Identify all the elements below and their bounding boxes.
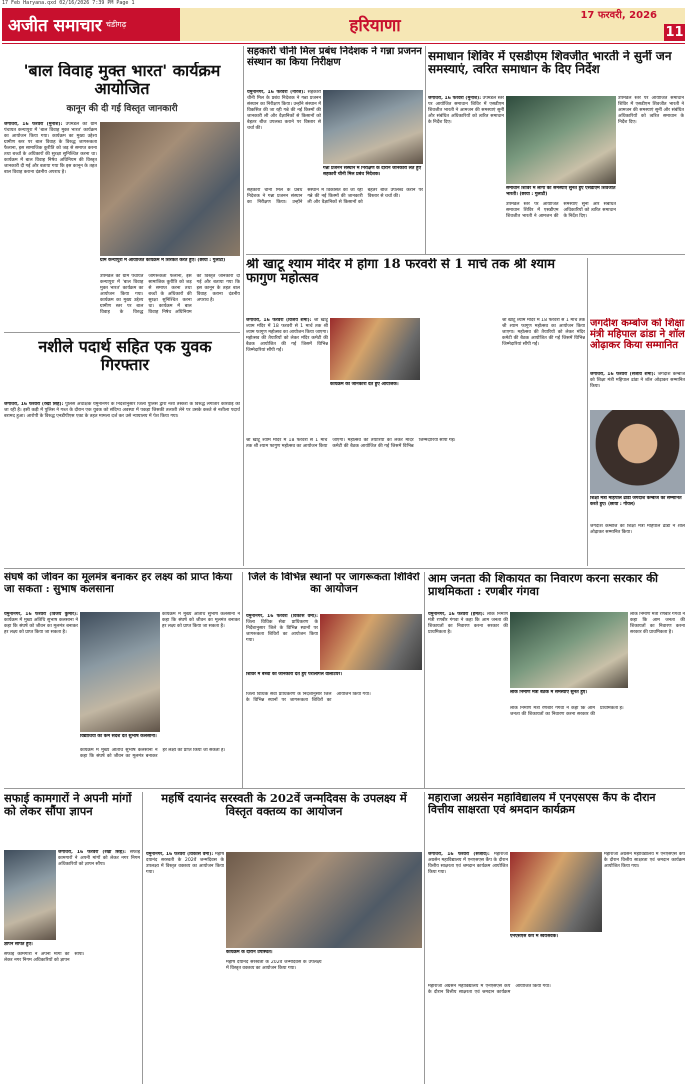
article-kalsana-body [4, 612, 78, 784]
body-copy: श्री खाटू श्याम मंदिर में 18 फरवरी से 1 मार्च तक श्री श्याम फागुण महोत्सव का आयोजन किया जाएगा। महोत्सव की तैयारियों को लेकर मंदिर कमेटी की बैठक आयोजित की गई जिसमें विभिन्न जिम्मेदारियां सौंपी गईं। [246, 318, 328, 353]
column-divider [425, 46, 426, 254]
article-sugar-mill-body [247, 90, 321, 170]
article-dayanand-headline: महर्षि दयानंद सरस्वती के 202वें जन्मदिवस के उपलक्ष्य में विस्तृत वक्तव्य का आयोजन [161, 792, 407, 818]
article-camps-headline: जिले के विभिन्न स्थानों पर जागरूकता शिविरों का आयोजन [248, 572, 420, 595]
article-dayanand-body [146, 852, 224, 1084]
article-gangwa-body-more: लोक निर्माण मंत्री रणबीर गंगवा ने कहा कि आम जनता की शिकायतों का निवारण करना सरकार की प्राथमिकता है। [510, 706, 624, 717]
dateline: यमुनानगर, 16 फरवरी (विकास वर्मा): [246, 614, 318, 619]
column-divider [242, 572, 243, 788]
article-samadhan-body [428, 96, 504, 246]
section-title: हरियाणा [349, 16, 401, 36]
news-photo [100, 122, 240, 256]
dateline: यमुनानगर, 16 फरवरी (विकास वर्मा): [146, 852, 214, 857]
dateline: यमुनानगर, 16 फरवरी (हेमंत): [428, 612, 485, 617]
dateline: जगाधरी, 16 फरवरी (संजीव शर्मा): [590, 372, 656, 377]
news-photo [590, 410, 685, 494]
photo-caption: ज्ञापन सौंपते हुए। [4, 942, 56, 950]
page-number: 11 [665, 25, 684, 40]
article-khatu-shyam-body [246, 318, 328, 436]
article-safai-headline: सफाई कामगारों ने अपनी मांगों को लेकर सौंपा ज्ञापन [4, 792, 132, 818]
photo-caption: एनएसएस कैंप में स्वयंसेवक। [510, 934, 602, 948]
news-photo [226, 852, 422, 948]
body-copy: महर्षि दयानंद सरस्वती के 202वें जन्मदिवस के उपलक्ष्य में विस्तृत वक्तव्य का आयोजन किया गया। [146, 852, 224, 875]
article-dayanand-body-continued: महर्षि दयानंद सरस्वती के 202वें जन्मदिवस के उपलक्ष्य में विस्तृत वक्तव्य का आयोजन किया गया। [226, 960, 322, 971]
dateline: यमुनानगर, 16 फरवरी (विजय कुमार): [4, 612, 78, 617]
photo-caption: समाधान शिविर में लोगों की समस्याएं सुनते हुए एसडीएम शिवजीत भारती। (छाया : गुलाटी) [506, 186, 616, 200]
body-copy: पुलिस अधीक्षक यमुनानगर के निर्देशानुसार जिला पुलिस द्वारा नशा तस्करों के विरुद्ध लगातार कार्रवाई की जा रही है। इसी कड़ी में पुलिस ने गश्त के दौरान एक युवक को संदिग्ध अवस्था में पकड़ा जिसकी तलाशी लेने पर उसके कब्जे से नशीला पदार्थ बरामद हुआ। आरोपी के विरुद्ध एनडीपीएस एक्ट के तहत मामला दर्ज कर उसे न्यायालय में पेश किया गया। [4, 402, 240, 419]
dateline: जगाधरी, 16 फरवरी (मुनीश): [4, 122, 63, 127]
article-body [4, 122, 97, 328]
body-copy: सहकारी चीनी मिल के प्रबंध निदेशक ने गन्ना प्रजनन संस्थान का निरीक्षण किया। उन्होंने संस्थान में विकसित की जा रही गन्ने की नई किस्मों की जानकारी ली और वैज्ञानिकों से किसानों को बेहतर बीज उपलब्ध कराने पर विस्तार से चर्चा की। [247, 90, 321, 131]
divider [4, 788, 685, 789]
divider [246, 254, 685, 255]
article-kalsana-body-more: कार्यक्रम में मुख्य अतिथि सुभाष कलसाना ने कहा कि संघर्ष को जीवन का मूलमंत्र बनाकर हर लक्ष्य को प्राप्त किया जा सकता है। [80, 748, 226, 759]
article-kamboj-headline: जगदीश कम्बोज को शिक्षा मंत्री महिपाल ढांडा ने शॉल ओढ़ाकर किया सम्मानित [590, 318, 685, 351]
column-divider [142, 792, 143, 1084]
photo-caption: कार्यक्रम की जानकारी देते हुए आयोजक। [330, 382, 420, 390]
article-khatu-shyam-headline: श्री खाटू श्याम मंदिर में होगा 18 फरवरी से 1 मार्च तक श्री श्याम फागुण महोत्सव [246, 258, 556, 287]
article-arrest-body [4, 402, 240, 552]
dateline: यमुनानगर, 16 फरवरी (नीरज): [247, 90, 306, 95]
article-safai-body-continued: सफाई कामगारों ने अपनी मांगों को लेकर नगर निगम अधिकारियों को ज्ञापन सौंपा। [4, 952, 85, 963]
article-sugar-mill-body-continued: सहकारी चीनी मिल के प्रबंध निदेशक ने गन्ना प्रजनन संस्थान का निरीक्षण किया। उन्होंने संस्थान में विकसित की जा रही गन्ने की नई किस्मों की जानकारी ली और वैज्ञानिकों से किसानों को बेहतर बीज उपलब्ध कराने पर विस्तार से चर्चा की। [247, 188, 423, 205]
photo-caption: कार्यक्रम के दौरान उपस्थित। [226, 950, 422, 958]
news-photo [323, 90, 423, 164]
article-camps-body [246, 614, 318, 670]
news-photo [320, 614, 422, 670]
body-copy: महाराजा अग्रसेन महाविद्यालय में एनएसएस कैंप के दौरान वित्तीय साक्षरता एवं श्रमदान कार्यक्रम आयोजित किया गया। [428, 852, 508, 875]
news-photo [80, 612, 160, 732]
article-camps-body-continued: जिला विधिक सेवा प्राधिकरण के निर्देशानुसार जिले के विभिन्न स्थानों पर जागरूकता शिविरों का आयोजन किया गया। [246, 692, 371, 703]
photo-caption: विद्यार्थियों को कर्म संदेश देते सुभाष कलसाना। [80, 734, 240, 746]
article-body-continued: उपमंडल की ग्राम पंचायत कन्यापुरा में 'बाल विवाह मुक्त भारत' कार्यक्रम का आयोजन किया गया। कार्यक्रम का मुख्य उद्देश्य ग्रामीण स्तर पर बाल विवाह के विरुद्ध जागरूकता फैलाना, इस सामाजिक कुरीति को जड़ से समाप्त करना तथा बच्चों के अधिकारों की सुरक्षा सुनिश्चित करना था। कार्यक्रम में बाल विवाह निषेध अधिनियम की विस्तृत जानकारी दी गई और बताया गया कि इस कानून के तहत बाल विवाह कराना दंडनीय अपराध है। [100, 274, 240, 315]
headline: 'बाल विवाह मुक्त भारत' कार्यक्रम आयोजित [23, 62, 221, 98]
divider [4, 568, 685, 569]
news-photo [510, 612, 628, 688]
section-band [180, 8, 570, 41]
article-khatu-shyam-body-more: श्री खाटू श्याम मंदिर में 18 फरवरी से 1 मार्च तक श्री श्याम फागुण महोत्सव का आयोजन किया जाएगा। महोत्सव की तैयारियों को लेकर मंदिर कमेटी की बैठक आयोजित की गई जिसमें विभिन्न जिम्मेदारियां सौंपी गईं। [502, 318, 585, 347]
column-divider [424, 572, 425, 788]
news-photo [506, 96, 616, 184]
news-photo [4, 850, 56, 940]
column-divider [243, 46, 244, 566]
article-sugar-mill-headline: सहकारी चीनी मिल प्रबंध निदेशक ने गन्ना प्रजनन संस्थान का किया निरीक्षण [247, 46, 422, 68]
dateline: जगाधरी, 16 फरवरी (मुनीश): [428, 96, 482, 101]
dateline: जगाधरी, 16 फरवरी (संजीव): [428, 852, 490, 857]
news-photo [510, 852, 602, 932]
article-samadhan-body-continued: उपमंडल स्तर पर आयोजित समाधान शिविर में एसडीएम शिवजीत भारती ने आमजन की समस्याएं सुनीं और संबंधित अधिकारियों को त्वरित समाधान के निर्देश दिए। [618, 96, 684, 125]
masthead-brand [2, 8, 180, 41]
article-nss-headline: महाराजा अग्रसेन महाविद्यालय में एनएसएस कैंप के दौरान वित्तीय साक्षरता एवं श्रमदान कार्यक्रम [428, 792, 656, 817]
article-samadhan-headline: समाधान शिविर में एसडीएम शिवजीत भारती ने सुनीं जन समस्याएं, त्वरित समाधान के दिए निर्देश [428, 50, 672, 77]
article-kalsana-body-continued: कार्यक्रम में मुख्य अतिथि सुभाष कलसाना ने कहा कि संघर्ष को जीवन का मूलमंत्र बनाकर हर लक्ष्य को प्राप्त किया जा सकता है। [162, 612, 240, 629]
article-gangwa-body-continued: लोक निर्माण मंत्री रणबीर गंगवा ने कहा कि आम जनता की शिकायतों का निवारण करना सरकार की प्राथमिकता है। [630, 612, 685, 635]
article-gangwa-headline: आम जनता की शिकायत का निवारण करना सरकार की प्राथमिकता : रणबीर गंगवा [428, 572, 659, 598]
body-copy: जिला विधिक सेवा प्राधिकरण के निर्देशानुसार जिले के विभिन्न स्थानों पर जागरूकता शिविरों का आयोजन किया गया। [246, 620, 318, 643]
article-kamboj-body-continued: जगदीश कम्बोज को शिक्षा मंत्री महिपाल ढांडा ने शॉल ओढ़ाकर सम्मानित किया। [590, 524, 685, 535]
article-kalsana-headline: संघर्ष को जीवन का मूलमंत्र बनाकर हर लक्ष्य को प्राप्त किया जा सकता : सुभाष कलसाना [4, 572, 233, 595]
article-arrest-headline: नशीले पदार्थ सहित एक युवक गिरफ्तार [38, 338, 212, 374]
column-divider [424, 792, 425, 1084]
article-khatu-shyam-body-continued: श्री खाटू श्याम मंदिर में 18 फरवरी से 1 मार्च तक श्री श्याम फागुण महोत्सव का आयोजन किया जाएगा। महोत्सव की तैयारियों को लेकर मंदिर कमेटी की बैठक आयोजित की गई जिसमें विभिन्न जिम्मेदारियां सौंपी गईं। [246, 438, 456, 449]
dateline: जगाधरी, 16 फरवरी (रेखा सिंह): [58, 850, 126, 855]
article-nss-body-continued: महाराजा अग्रसेन महाविद्यालय में एनएसएस कैंप के दौरान वित्तीय साक्षरता एवं श्रमदान कार्यक्रम आयोजित किया गया। [604, 852, 685, 869]
article-kamboj-body [590, 372, 685, 408]
dateline: जगाधरी, 16 फरवरी (विजय शर्मा): [246, 318, 312, 323]
body-copy: लोक निर्माण मंत्री रणबीर गंगवा ने कहा कि आम जनता की शिकायतों का निवारण करना सरकार की प्राथमिकता है। [428, 612, 508, 635]
issue-date: 17 फरवरी, 2026 [580, 10, 657, 21]
body-copy: उपमंडल स्तर पर आयोजित समाधान शिविर में एसडीएम शिवजीत भारती ने आमजन की समस्याएं सुनीं और संबंधित अधिकारियों को त्वरित समाधान के निर्देश दिए। [428, 96, 504, 125]
article-gangwa-body [428, 612, 508, 784]
edition-city: चंडीगढ़ [105, 20, 127, 29]
photo-caption: ग्राम कन्यापुरा में आयोजित कार्यक्रम में शिरकत करते हुए। (छाया : गुलाटी) [100, 258, 240, 272]
print-meta-line: 17 Feb Haryana.qxd 02/16/2026 7:39 PM Page 1 [2, 0, 135, 6]
photo-caption: लोक निर्माण मंत्री बैठक में समस्याएं सुनते हुए। [510, 690, 628, 704]
body-copy: सफाई कामगारों ने अपनी मांगों को लेकर नगर निगम अधिकारियों को ज्ञापन सौंपा। [58, 850, 140, 867]
masthead-rule [2, 43, 685, 44]
body-copy: कार्यक्रम में मुख्य अतिथि सुभाष कलसाना ने कहा कि संघर्ष को जीवन का मूलमंत्र बनाकर हर लक्ष्य को प्राप्त किया जा सकता है। [4, 618, 78, 635]
photo-caption: गन्ना प्रजनन संस्थान में निरीक्षण के दौरान जानकारी लेते हुए सहकारी चीनी मिल प्रबंध निदेशक। [323, 166, 423, 186]
body-copy: जगदीश कम्बोज को शिक्षा मंत्री महिपाल ढांडा ने शॉल ओढ़ाकर सम्मानित किया। [590, 372, 685, 389]
divider [4, 332, 240, 333]
paper-name: अजीत समाचार [8, 16, 102, 36]
photo-caption: शिविर में बच्चों को जानकारी देते हुए पैरालीगल वालंटियर। [246, 672, 342, 690]
body-copy: उपमंडल की ग्राम पंचायत कन्यापुरा में 'बाल विवाह मुक्त भारत' कार्यक्रम का आयोजन किया गया। कार्यक्रम का मुख्य उद्देश्य ग्रामीण स्तर पर बाल विवाह के विरुद्ध जागरूकता फैलाना, इस सामाजिक कुरीति को जड़ से समाप्त करना तथा बच्चों के अधिकारों की सुरक्षा सुनिश्चित करना था। कार्यक्रम में बाल विवाह निषेध अधिनियम की विस्तृत जानकारी दी गई और बताया गया कि इस कानून के तहत बाल विवाह कराना दंडनीय अपराध है। [4, 122, 97, 175]
photo-caption: शिक्षा मंत्री महिपाल ढांडा जगदीश कम्बोज को सम्मानित करते हुए। (छाया : गोयल) [590, 496, 685, 522]
subheadline: कानून की दी गई विस्तृत जानकारी [66, 104, 178, 115]
dateline: जगाधरी, 16 फरवरी (रेखा सिंह): [4, 402, 64, 407]
article-nss-body [428, 852, 508, 982]
article-nss-body-more: महाराजा अग्रसेन महाविद्यालय में एनएसएस कैंप के दौरान वित्तीय साक्षरता एवं श्रमदान कार्यक्रम आयोजित किया गया। [428, 984, 551, 995]
column-divider [587, 258, 588, 566]
article-samadhan-body-more: उपमंडल स्तर पर आयोजित समाधान शिविर में एसडीएम शिवजीत भारती ने आमजन की समस्याएं सुनीं और संबंधित अधिकारियों को त्वरित समाधान के निर्देश दिए। [506, 202, 616, 219]
news-photo [330, 318, 420, 380]
article-safai-body [58, 850, 140, 950]
